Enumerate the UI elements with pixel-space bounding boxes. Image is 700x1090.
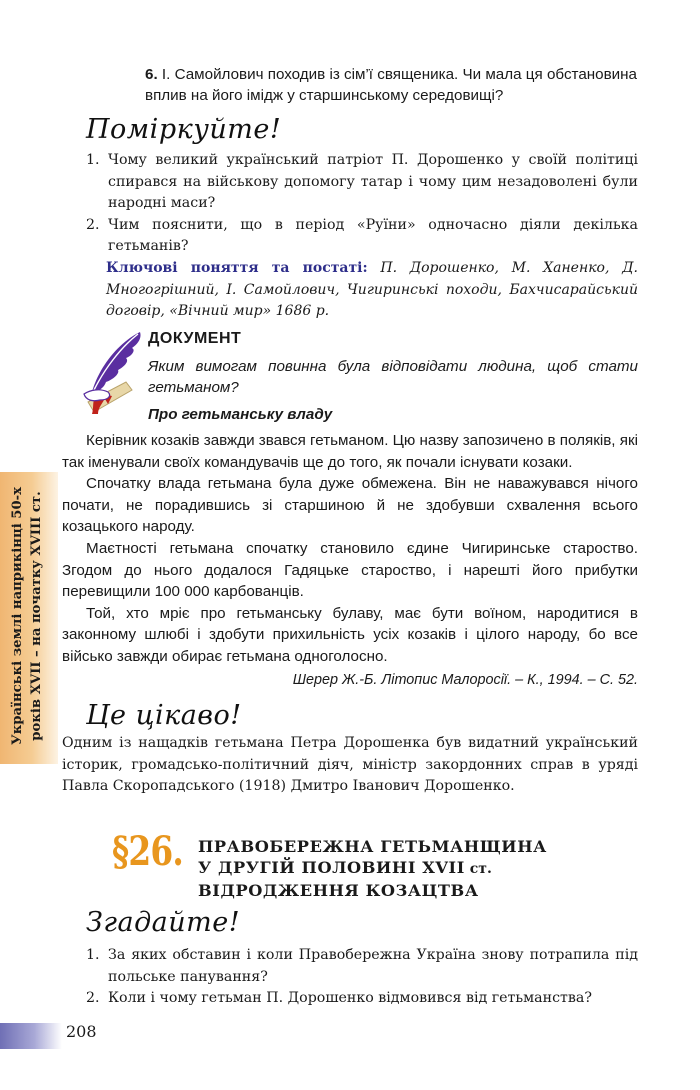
chapter-side-line: років XVII – на початку XVIII ст. <box>29 491 44 741</box>
remember-item <box>86 945 638 988</box>
think-heading: Поміркуйте! <box>86 114 282 145</box>
remember-list <box>86 945 638 1010</box>
section-title-line <box>198 857 547 880</box>
question-6-number: 6. <box>145 66 158 83</box>
section-title <box>198 836 547 901</box>
interesting-text: Одним із нащадків гетьмана Петра Дорошенка був видатний український історик, громадсько-політичний діяч, міністр закордонних справ в уряді Павла Скоропадського (1918) Дмитро Іванович Дорошенко. <box>62 735 638 794</box>
remember-item-number: 2. <box>86 990 100 1006</box>
document-paragraph: Маєтності гетьмана спочатку становило єдине Чигиринське староство. Згодом до нього додалося Гадяцьке староство, і нарешті його прибутки перевищили 100 000 карбованців. <box>62 539 638 601</box>
key-concepts <box>106 258 638 323</box>
think-item <box>86 215 638 258</box>
document-paragraph: Спочатку влада гетьмана була дуже обмежена. Він не наважувався нічого почати, не порадившись зі старшиною й не здобувши схвалення всього козацького народу. <box>62 475 638 536</box>
document-title: ДОКУМЕНТ <box>148 330 242 347</box>
remember-item-text: За яких обставин і коли Правобережна Україна знову потрапила під польське панування? <box>108 947 638 985</box>
quill-icon <box>82 330 144 414</box>
key-concepts-label: Ключові поняття та постаті: <box>106 260 368 276</box>
document-body <box>62 430 638 668</box>
think-list <box>86 150 638 258</box>
question-6 <box>145 64 637 106</box>
document-question: Яким вимогам повинна була відповідати людина, щоб стати гетьманом? <box>148 358 638 396</box>
footer-bar <box>0 1023 62 1049</box>
think-item-text: Чому великий український патріот П. Дорошенко у своїй політиці спирався на військову допомогу татар і чому цим незадоволені були народні маси? <box>108 152 638 211</box>
section-number: §26. <box>112 828 183 875</box>
document-source: Шерер Ж.-Б. Літопис Малоросії. – К., 1994. – С. 52. <box>292 672 638 688</box>
document-paragraph: Керівник козаків завжди звався гетьманом. Цю назву запозичено в поляків, які так іменували своїх командувачів ще до того, як почали існувати козаки. <box>62 432 638 471</box>
remember-item <box>86 988 638 1010</box>
question-6-text: І. Самойлович походив із сім’ї священика. Чи мала ця обстановина вплив на його імідж у старшинському середовищі? <box>145 66 637 104</box>
section-title-text: У ДРУГІЙ ПОЛОВИНІ XVII <box>198 858 465 877</box>
document-subtitle: Про гетьманську владу <box>148 406 333 423</box>
section-title-suffix: ст. <box>464 861 492 877</box>
section-title-line: ВІДРОДЖЕННЯ КОЗАЦТВА <box>198 881 479 900</box>
chapter-side-line: Українські землі наприкінці 50-х <box>10 487 25 745</box>
key-concepts-value: П. Дорошенко, М. Ханенко, Д. Многогрішний, І. Самойлович, Чигиринські походи, Бахчисарайський договір, «Вічний мир» 1686 р. <box>106 260 638 319</box>
remember-heading: Згадайте! <box>86 907 241 938</box>
remember-item-number: 1. <box>86 947 100 963</box>
think-item <box>86 150 638 215</box>
chapter-side-label <box>2 470 56 762</box>
remember-item-text: Коли і чому гетьман П. Дорошенко відмовився від гетьманства? <box>108 990 592 1006</box>
page-number: 208 <box>66 1022 97 1041</box>
section-title-line: ПРАВОБЕРЕЖНА ГЕТЬМАНЩИНА <box>198 837 547 856</box>
think-item-number: 2. <box>86 216 100 233</box>
document-paragraph: Той, хто мріє про гетьманську булаву, має бути воїном, народитися в законному шлюбі і здобути прихильність усіх козаків і цілого народу, бо все військо завжди обирає гетьмана одноголосно. <box>62 604 638 665</box>
think-item-number: 1. <box>86 152 100 168</box>
interesting-heading: Це цікаво! <box>86 700 242 731</box>
think-item-text: Чим пояснити, що в період «Руїни» одночасно діяли декілька гетьманів? <box>108 216 638 254</box>
